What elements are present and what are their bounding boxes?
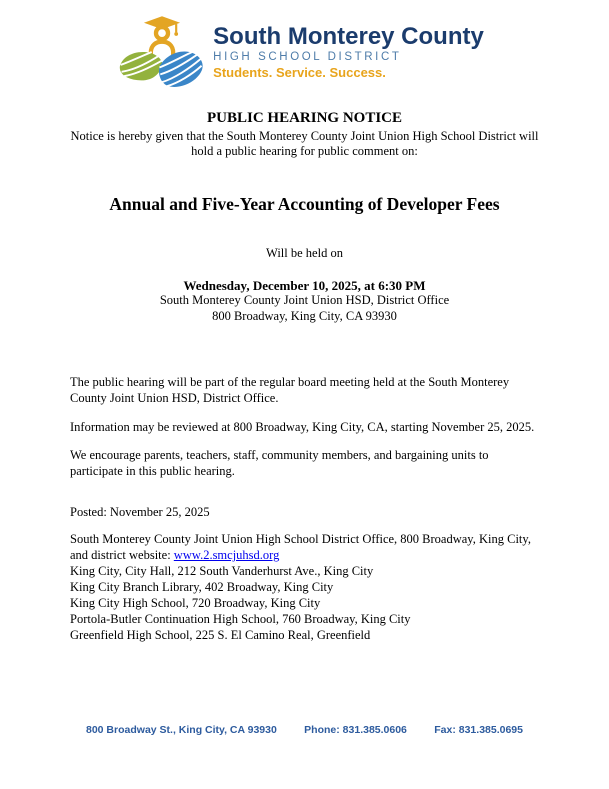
logo-subtitle: HIGH SCHOOL DISTRICT [213, 51, 402, 64]
held-on-label: Will be held on [266, 245, 343, 260]
footer-address: 800 Broadway St., King City, CA 93930 [86, 724, 277, 736]
district-logo-text [213, 24, 484, 80]
footer-phone: Phone: 831.385.0606 [304, 724, 407, 736]
paragraph: We encourage parents, teachers, staff, community members, and bargaining units to participate in this public hearing. [70, 448, 489, 479]
list-item [70, 531, 543, 563]
event-venue: South Monterey County Joint Union HSD, District Office [159, 293, 450, 308]
letterhead-footer [0, 724, 609, 736]
graduate-leaves-logo-icon [119, 13, 205, 91]
list-item: Greenfield High School, 225 S. El Camino Real, Greenfield [70, 628, 371, 643]
list-item: King City High School, 720 Broadway, King City [70, 596, 321, 611]
event-datetime: Wednesday, December 10, 2025, at 6:30 PM [183, 277, 426, 293]
event-details [0, 278, 609, 324]
paragraph: The public hearing will be part of the regular board meeting held at the South Monterey County Joint Union HSD, District Office. [70, 374, 510, 405]
event-address: 800 Broadway, King City, CA 93930 [212, 308, 397, 323]
logo-tagline: Students. Service. Success. [213, 65, 386, 81]
logo-title: South Monterey County [213, 22, 484, 50]
notice-heading: PUBLIC HEARING NOTICE [206, 110, 403, 126]
footer-fax: Fax: 831.385.0695 [434, 724, 523, 736]
body-paragraphs [0, 375, 609, 480]
list-item: King City, City Hall, 212 South Vanderhurst Ave., King City [70, 564, 374, 579]
notice-intro: Notice is hereby given that the South Monterey County Joint Union High School District will hold a public hearing for public comment on: [70, 129, 539, 159]
posted-date: Posted: November 25, 2025 [70, 505, 210, 520]
paragraph: Information may be reviewed at 800 Broadway, King City, CA, starting November 25, 2025. [70, 419, 535, 434]
location-text: South Monterey County Joint Union High School District Office, 800 Broadway, King City, and district website: [70, 532, 531, 563]
list-item: Portola-Butler Continuation High School, 760 Broadway, King City [70, 612, 411, 627]
posting-locations-list [0, 531, 609, 643]
district-website-link[interactable]: www.2.smcjuhsd.org [173, 548, 280, 563]
notice-subject-title: Annual and Five-Year Accounting of Developer Fees [109, 193, 500, 214]
district-logo [0, 0, 609, 91]
list-item: King City Branch Library, 402 Broadway, King City [70, 580, 334, 595]
